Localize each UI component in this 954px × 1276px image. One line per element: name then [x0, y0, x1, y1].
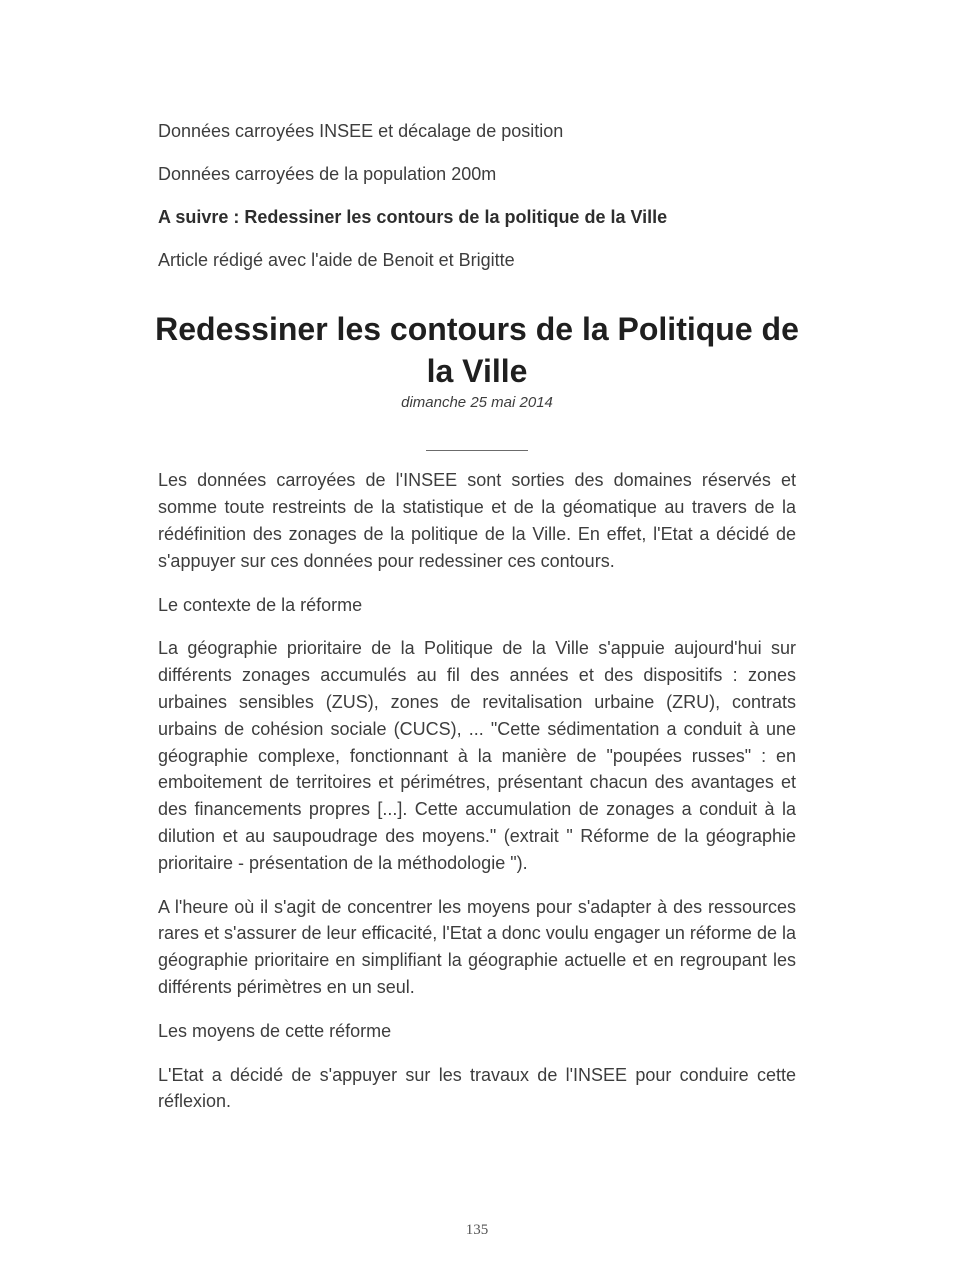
header-line-2: Données carroyées de la population 200m — [158, 164, 497, 184]
header-lines — [158, 118, 796, 274]
subheading-contexte: Le contexte de la réforme — [158, 594, 363, 615]
paragraph-reforme: A l'heure où il s'agit de concentrer les moyens pour s'adapter à des ressources rares et s'assurer de leur efficacité, l'Etat a donc voulu engager un réforme de la géographie prioritaire en simplifiant la géographie actuelle et en regroupant les différents périmètres en un seul. — [158, 896, 796, 998]
article-title: Redessiner les contours de la Politique de la Ville — [155, 311, 799, 390]
section-divider — [426, 450, 528, 451]
page-number: 135 — [465, 1222, 489, 1238]
article-body — [158, 467, 796, 1115]
header-line-3-a-suivre: A suivre : Redessiner les contours de la politique de la Ville — [158, 207, 668, 227]
article-date: dimanche 25 mai 2014 — [401, 394, 553, 412]
paragraph-intro: Les données carroyées de l'INSEE sont sorties des domaines réservés et somme toute restreints de la statistique et de la géomatique au travers de la rédéfinition des zonages de la politique de la Ville. En effet, l'Etat a décidé de s'appuyer sur ces données pour redessiner ces contours. — [158, 470, 796, 571]
paragraph-geographie: La géographie prioritaire de la Politique de la Ville s'appuie aujourd'hui sur différents zonages accumulés au fil des années et des dispositifs : zones urbaines sensibles (ZUS), zones de revitalisation urbaine (ZRU), contrats urbains de cohésion sociale (CUCS), ... "Cette sédimentation a conduit à une géographie complexe, fonctionnant à la manière de "poupées russes" : en emboitement de territoires et périmétres, présentant chacun des avantages et des financements propres [...]. Cette accumulation de zonages a conduit à la dilution et au saupoudrage des moyens." (extrait " Réforme de la géographie prioritaire - présentation de la méthodologie "). — [158, 638, 796, 873]
subheading-moyens: Les moyens de cette réforme — [158, 1020, 392, 1041]
paragraph-etat-insee: L'Etat a décidé de s'appuyer sur les travaux de l'INSEE pour conduire cette réflexion. — [158, 1064, 796, 1112]
header-line-1: Données carroyées INSEE et décalage de position — [158, 121, 564, 141]
header-line-4-credit: Article rédigé avec l'aide de Benoit et Brigitte — [158, 250, 515, 270]
